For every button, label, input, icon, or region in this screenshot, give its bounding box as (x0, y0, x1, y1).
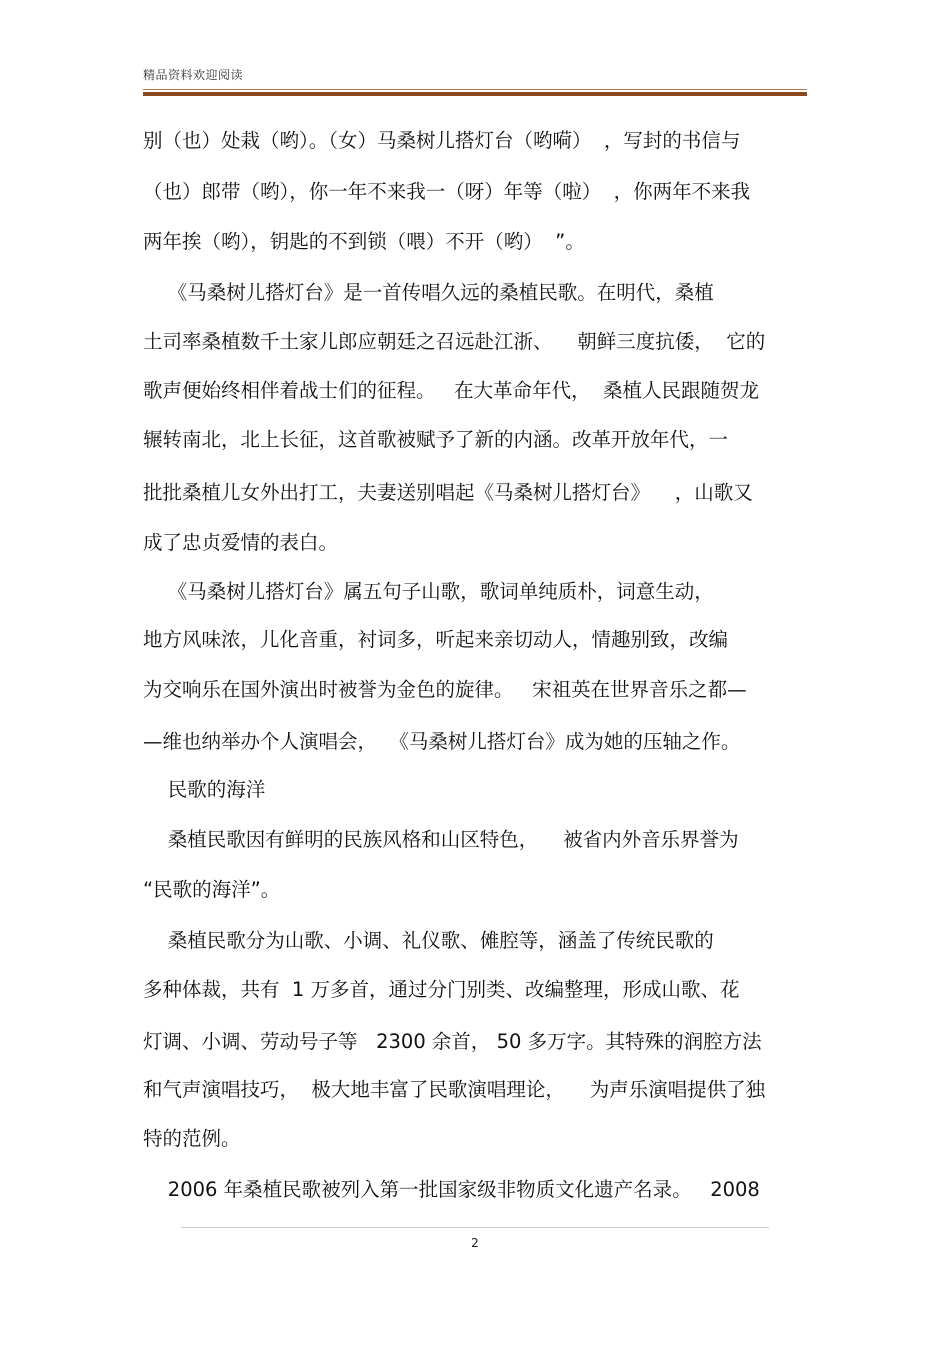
body-line: 和气声演唱技巧， 极大地丰富了民歌演唱理论， 为声乐演唱提供了独 (143, 1078, 766, 1101)
body-line: 桑植民歌因有鲜明的民族风格和山区特色， 被省内外音乐界誉为 (143, 828, 739, 851)
body-line: 两年挨（哟），钥匙的不到锁（喂）不开（哟） ”。 (143, 230, 585, 253)
body-line: 《马桑树儿搭灯台》是一首传唱久远的桑植民歌。在明代，桑植 (143, 281, 714, 304)
body-line: （也）郎带（哟），你一年不来我一（呀）年等（啦） ，你两年不来我 (143, 180, 751, 203)
body-line: 《马桑树儿搭灯台》属五句子山歌，歌词单纯质朴，词意生动， (143, 580, 714, 603)
body-line: 成了忠贞爱情的表白。 (143, 531, 339, 554)
body-line: —维也纳举办个人演唱会， 《马桑树儿搭灯台》成为她的压轴之作。 (143, 730, 741, 753)
section-heading: 民歌的海洋 (143, 778, 266, 801)
page-header: 精品资料欢迎阅读 (143, 68, 244, 82)
body-line: 为交响乐在国外演出时被誉为金色的旋律。 宋祖英在世界音乐之都— (143, 678, 747, 701)
body-line: “民歌的海洋”。 (143, 878, 281, 901)
footer-divider (181, 1227, 769, 1228)
body-line: 多种体裁，共有 1 万多首，通过分门别类、改编整理，形成山歌、花 (143, 978, 740, 1001)
page-number: 2 (471, 1236, 479, 1250)
body-line: 2006 年桑植民歌被列入第一批国家级非物质文化遗产名录。 2008 (143, 1178, 760, 1201)
body-line: 特的范例。 (143, 1127, 241, 1150)
body-line: 桑植民歌分为山歌、小调、礼仪歌、傩腔等，涵盖了传统民歌的 (143, 929, 714, 952)
body-line: 批批桑植儿女外出打工，夫妻送别唱起《马桑树儿搭灯台》 ，山歌又 (143, 481, 753, 504)
body-line: 歌声便始终相伴着战士们的征程。 在大革命年代， 桑植人民跟随贺龙 (143, 379, 759, 402)
body-line: 辗转南北，北上长征，这首歌被赋予了新的内涵。改革开放年代，一 (143, 428, 729, 451)
body-line: 灯调、小调、劳动号子等 2300 余首， 50 多万字。其特殊的润腔方法 (143, 1030, 762, 1053)
header-divider-thick (143, 92, 807, 96)
body-line: 别（也）处栽（哟）。（女）马桑树儿搭灯台（哟嗬） ，写封的书信与 (143, 129, 741, 152)
body-line: 地方风味浓，儿化音重，衬词多，听起来亲切动人，情趣别致，改编 (143, 628, 729, 651)
body-line: 土司率桑植数千土家儿郎应朝廷之召远赴江浙、 朝鲜三度抗倭， 它的 (143, 330, 766, 353)
header-divider-thin (143, 89, 807, 90)
